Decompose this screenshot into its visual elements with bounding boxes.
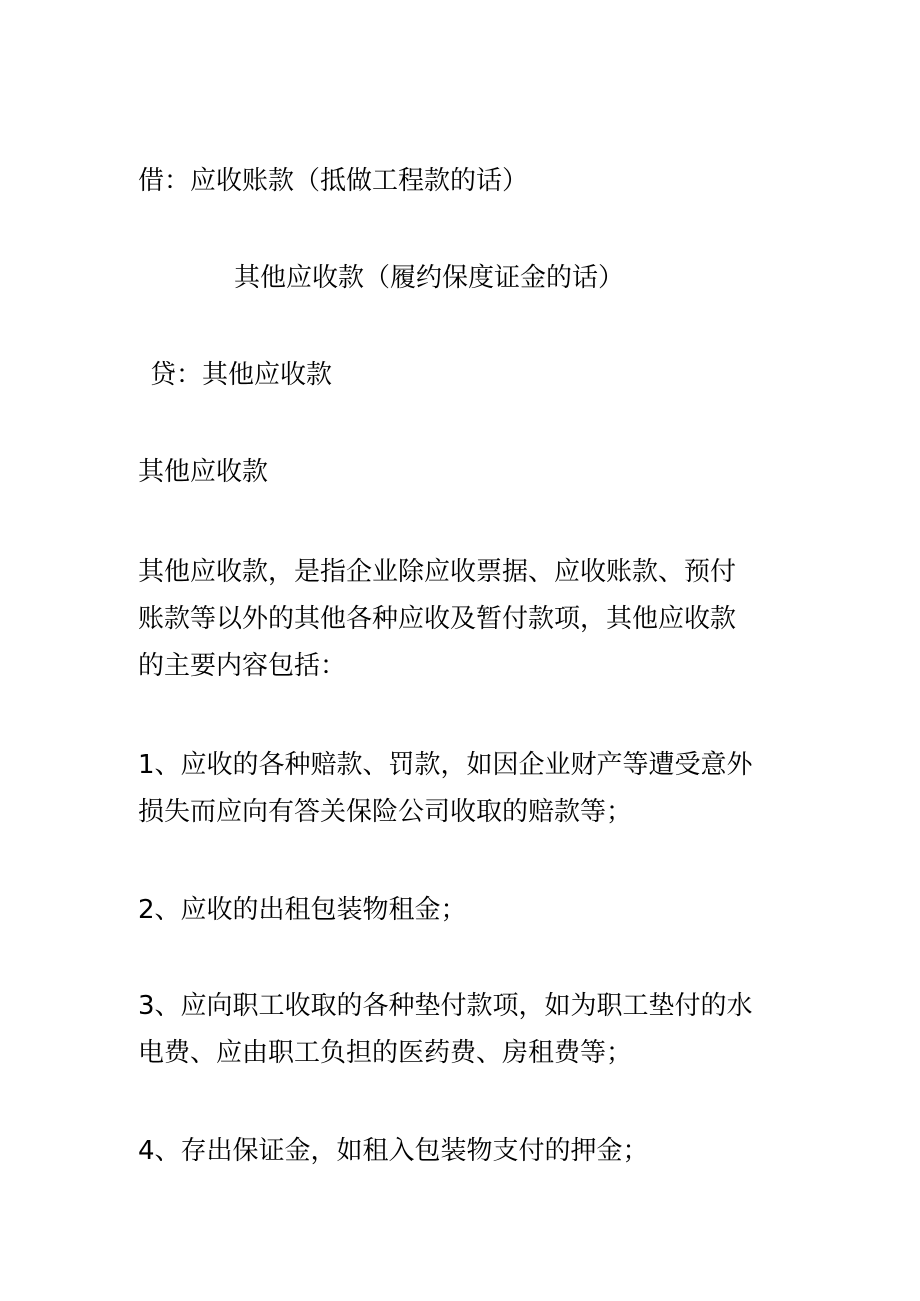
- journal-debit-line: 借：应收账款（抵做工程款的话）: [138, 166, 529, 196]
- list-item-line: 1、应收的各种赔款、罚款，如因企业财产等遭受意外: [138, 750, 753, 780]
- definition-paragraph: [138, 549, 788, 690]
- list-item-line: 损失而应向有答关保险公司收取的赔款等；: [138, 797, 633, 827]
- list-item-line: 3、应向职工收取的各种垫付款项，如为职工垫付的水: [138, 991, 753, 1021]
- list-item-2: [138, 887, 788, 934]
- definition-line: 其他应收款，是指企业除应收票据、应收账款、预付: [138, 557, 737, 587]
- journal-debit-line-2: 其他应收款（履约保度证金的话）: [234, 263, 625, 293]
- definition-line: 的主要内容包括：: [138, 651, 347, 681]
- section-heading: 其他应收款: [138, 457, 269, 487]
- list-item-line: 2、应收的出租包装物租金；: [138, 895, 467, 925]
- list-item-4: [138, 1128, 788, 1175]
- definition-line: 账款等以外的其他各种应收及暂付款项，其他应收款: [138, 604, 737, 634]
- list-item-line: 4、存出保证金，如租入包装物支付的押金；: [138, 1136, 649, 1166]
- list-item-1: [138, 742, 788, 836]
- journal-credit-line: 贷：其他应收款: [150, 360, 333, 390]
- list-item-line: 电费、应由职工负担的医药费、房租费等；: [138, 1038, 633, 1068]
- list-item-3: [138, 983, 788, 1077]
